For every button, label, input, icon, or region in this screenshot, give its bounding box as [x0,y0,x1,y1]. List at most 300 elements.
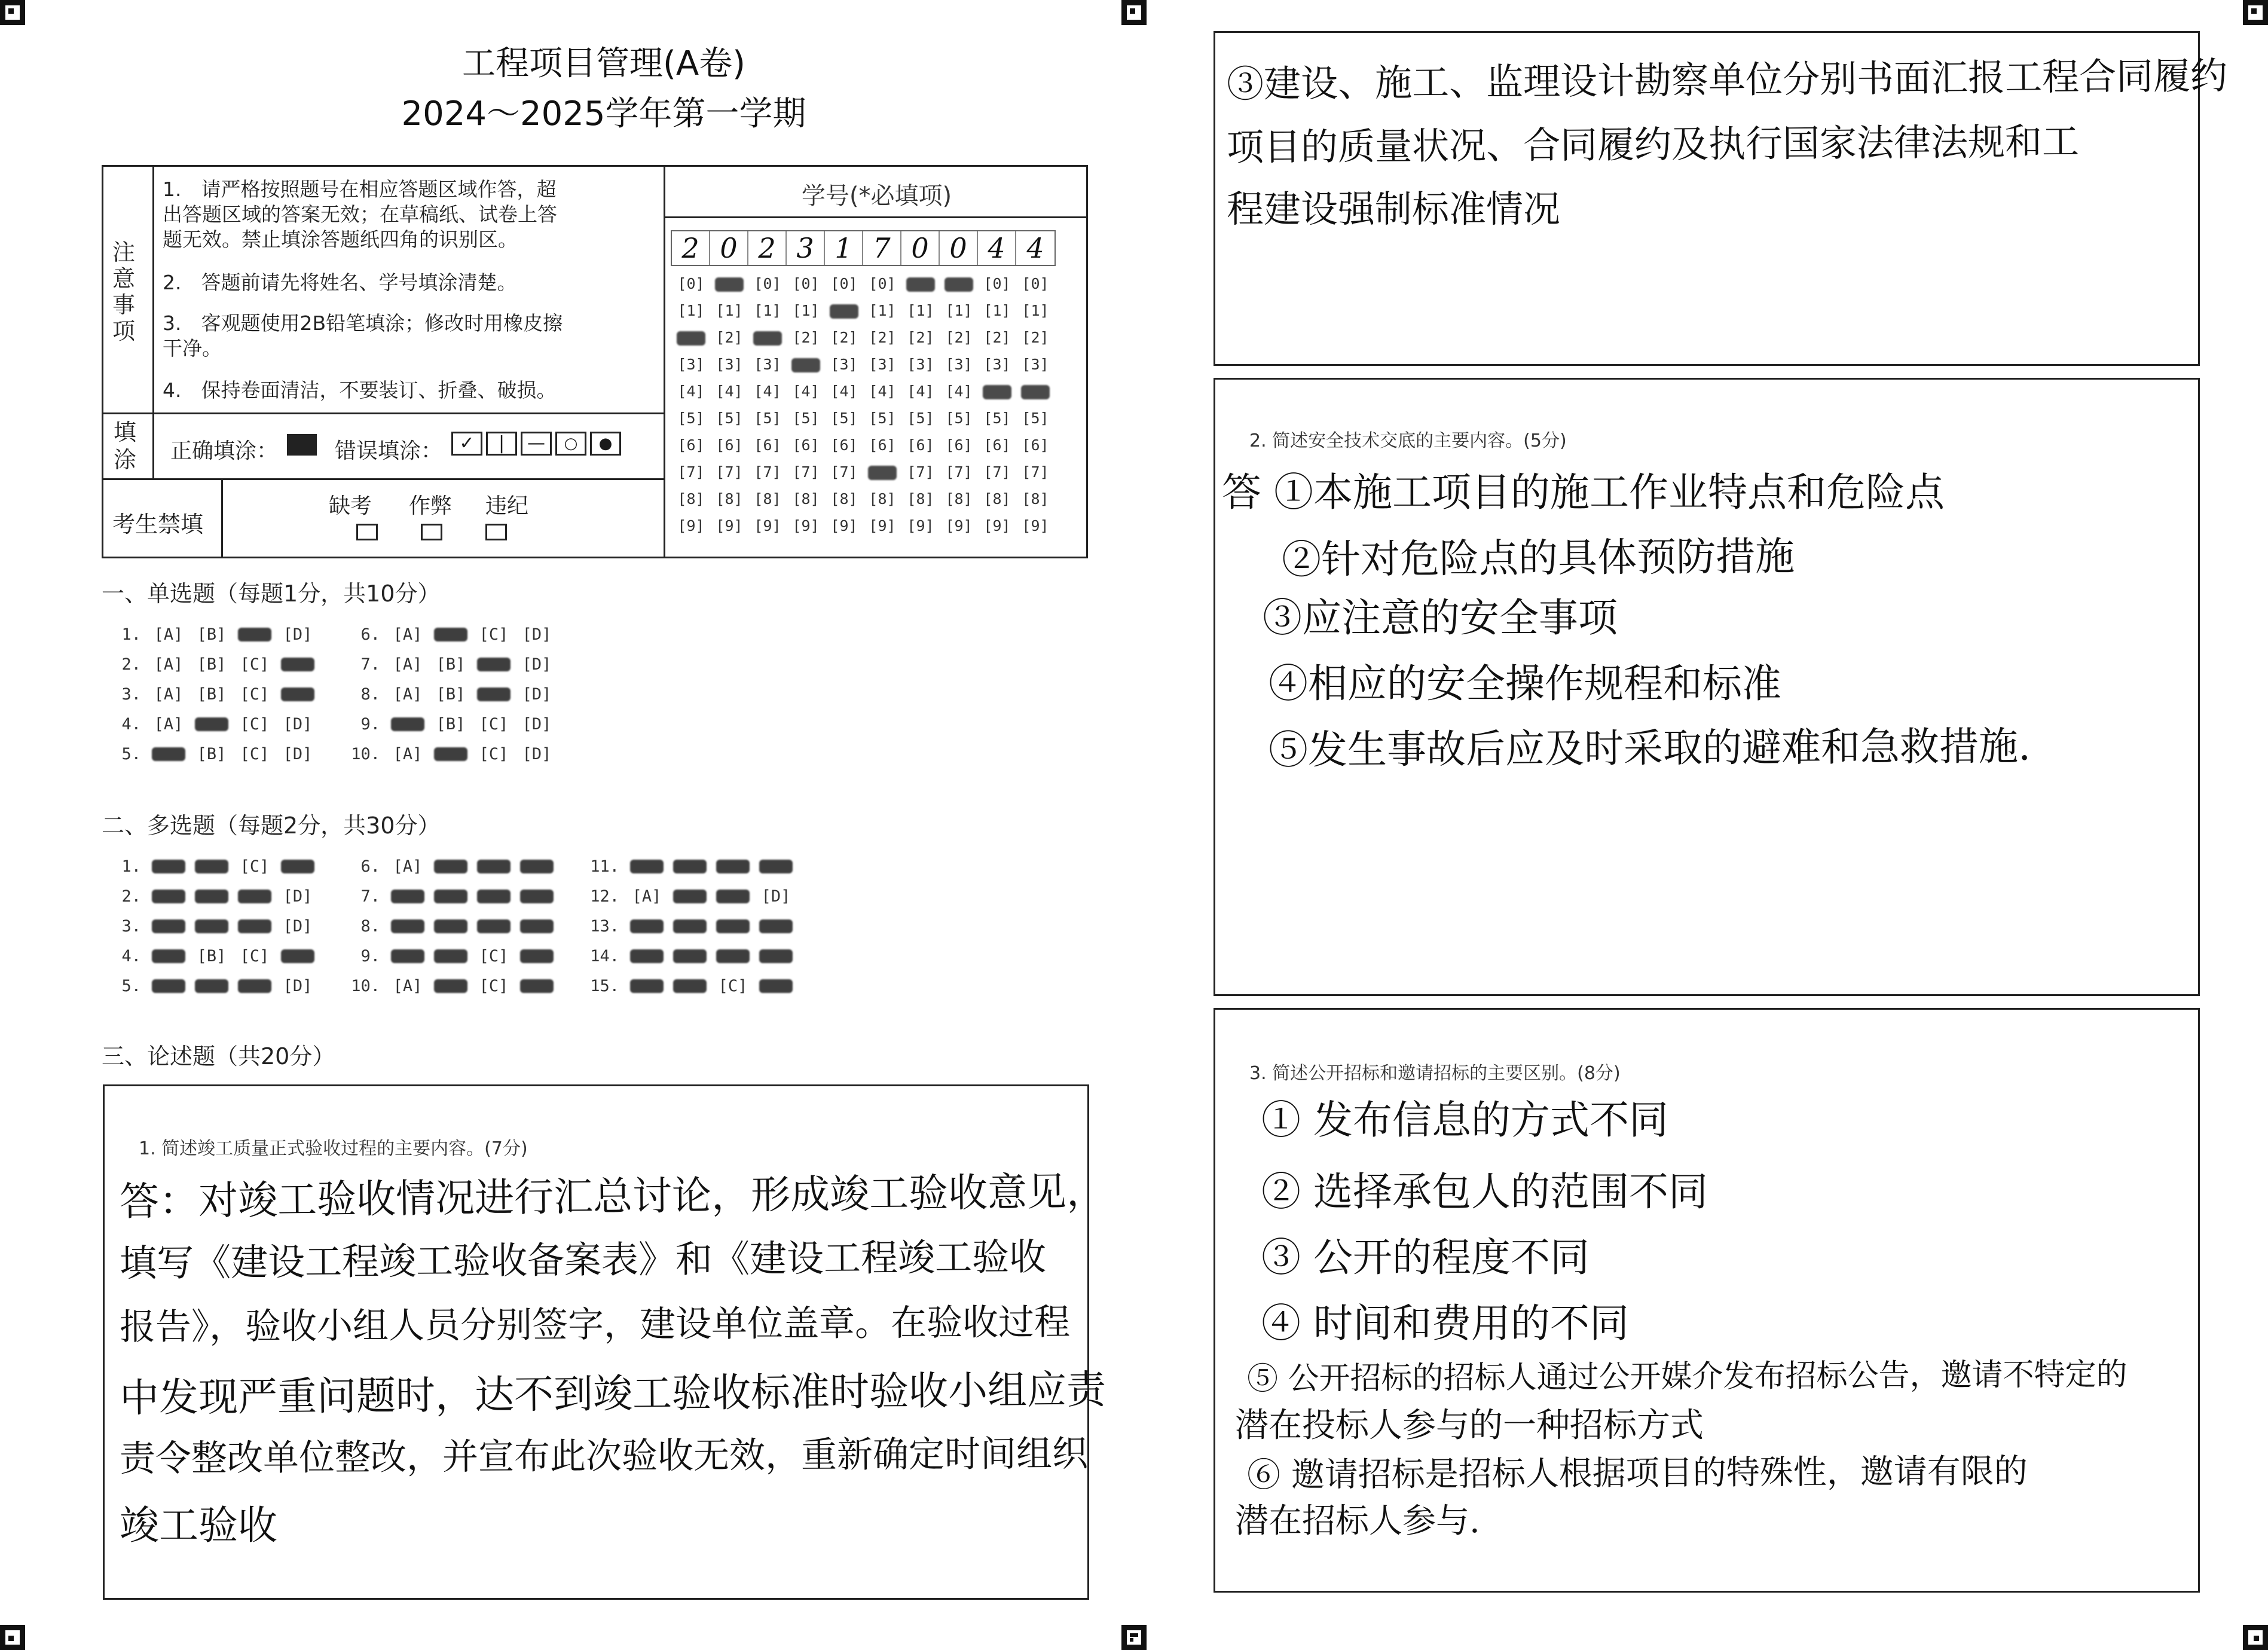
answer-question [108,977,319,995]
answer-question [347,977,558,995]
instruction-line: 3. 客观题使用2B铅笔填涂；修改时用橡皮擦 [163,311,563,335]
answer-option[interactable] [754,977,797,995]
answer-question [347,655,558,674]
answer-option[interactable] [276,685,319,704]
fill-guide-label: 填涂 [114,419,137,473]
question-number: 6. [360,857,380,876]
answer-option[interactable]: [D] [283,887,313,906]
id-bubble[interactable] [791,358,820,372]
id-bubble[interactable]: [5] [869,410,896,427]
id-bubble[interactable]: [1] [716,302,743,319]
id-bubble[interactable]: [5] [830,410,858,427]
answer-line: ③建设、施工、监理设计勘察单位分别书面汇报工程合同履约 [1226,53,2228,106]
id-bubble[interactable]: [4] [945,383,973,400]
id-bubble[interactable]: [1] [792,302,820,319]
id-bubble[interactable]: [3] [907,356,934,373]
answer-line: ②针对危险点的具体预防措施 [1281,533,1795,583]
divider [102,412,665,414]
answer-option[interactable]: [A] [154,655,184,674]
id-bubble[interactable]: [6] [792,436,820,454]
answer-option[interactable] [711,947,754,965]
answer-option[interactable]: [B] [197,625,227,644]
answer-option[interactable] [472,887,515,906]
answer-option[interactable]: [A] [632,887,662,906]
id-bubble[interactable]: [5] [1022,410,1049,427]
divider [664,165,665,558]
question-number: 2. [121,655,141,674]
student-id-digit[interactable]: 7 [863,231,901,265]
answer-option[interactable]: [B] [436,685,466,704]
wrong-mark-sample: ○ [555,432,586,456]
answer-option[interactable] [386,887,429,906]
id-bubble[interactable]: [7] [983,463,1011,481]
answer-option[interactable] [625,977,668,995]
id-bubble-row [672,383,1054,402]
id-bubble[interactable]: [1] [869,302,896,319]
answer-option[interactable] [711,917,754,936]
answer-option[interactable]: [D] [522,625,552,644]
id-bubble[interactable]: [0] [869,275,896,292]
answer-line: 项目的质量状况、合同履约及执行国家法律法规和工 [1226,120,2080,169]
answer-option[interactable]: [D] [522,715,552,734]
answer-option[interactable] [147,947,190,965]
answer-option[interactable]: [B] [197,655,227,674]
answer-option[interactable]: [C] [240,745,270,763]
id-bubble[interactable]: [4] [716,383,743,400]
absent-checkbox[interactable] [356,524,378,540]
answer-option[interactable] [386,947,429,965]
id-bubble[interactable]: [7] [716,463,743,481]
answer-question [347,917,558,936]
answer-option[interactable]: [C] [240,947,270,965]
answer-option[interactable]: [D] [522,655,552,674]
answer-option[interactable]: [D] [761,887,791,906]
answer-question [586,947,797,965]
id-bubble-row [672,302,1054,321]
answer-question [347,947,558,965]
id-bubble[interactable]: [3] [983,356,1011,373]
question-number: 4. [121,947,141,965]
id-bubble[interactable]: [8] [1022,490,1049,508]
id-bubble[interactable]: [9] [716,517,743,534]
student-id-digit[interactable]: 2 [672,231,710,265]
id-bubble[interactable] [753,331,782,346]
id-bubble[interactable]: [0] [983,275,1011,292]
answer-option[interactable] [276,857,319,876]
id-bubble[interactable]: [3] [1022,356,1049,373]
answer-option[interactable] [190,917,233,936]
answer-option[interactable] [276,655,319,674]
question-number: 6. [360,625,380,644]
answer-option[interactable] [429,947,472,965]
id-bubble[interactable]: [9] [1022,517,1049,534]
question-number: 10. [351,745,380,763]
id-bubble[interactable]: [5] [983,410,1011,427]
id-bubble[interactable]: [9] [830,517,858,534]
answer-option[interactable]: [C] [240,857,270,876]
answer-option[interactable] [429,887,472,906]
answer-line: 答 ①本施工项目的施工作业特点和危险点 [1222,469,1945,515]
answer-line: ⑤ 公开招标的招标人通过公开媒介发布招标公告，邀请不特定的 [1246,1356,2128,1397]
id-bubble[interactable]: [8] [716,490,743,508]
student-id-digit[interactable]: 1 [825,231,863,265]
answer-option[interactable]: [D] [283,917,313,936]
id-bubble[interactable]: [8] [792,490,820,508]
answer-option[interactable] [147,917,190,936]
answer-option[interactable]: [C] [479,715,509,734]
answer-option[interactable] [711,857,754,876]
answer-option[interactable] [668,857,711,876]
id-bubble[interactable]: [4] [830,383,858,400]
answer-option[interactable]: [D] [283,625,313,644]
id-bubble[interactable]: [2] [1022,329,1049,346]
wrong-mark-sample: ✓ [451,432,482,456]
question-number: 5. [121,977,141,995]
instruction-line: 干净。 [163,337,222,360]
answer-option[interactable] [429,917,472,936]
answer-question [586,887,797,906]
answer-option[interactable] [472,655,515,674]
id-bubble[interactable]: [0] [754,275,781,292]
student-id-digits [671,230,1056,266]
answer-option[interactable] [429,625,472,644]
answer-option[interactable] [668,977,711,995]
id-bubble-row [672,410,1054,427]
id-bubble[interactable] [715,277,744,292]
answer-option[interactable] [190,887,233,906]
answer-option[interactable] [429,857,472,876]
id-bubble[interactable]: [2] [983,329,1011,346]
instruction-line: 出答题区域的答案无效；在草稿纸、试卷上答 [163,203,557,226]
id-bubble[interactable]: [3] [945,356,973,373]
answer-option[interactable]: [B] [436,655,466,674]
id-bubble-row [672,329,1054,348]
answer-option[interactable] [515,947,558,965]
id-bubble[interactable]: [6] [677,436,705,454]
id-bubble[interactable]: [6] [869,436,896,454]
answer-option[interactable] [147,977,190,995]
answer-option[interactable] [233,917,276,936]
answer-option[interactable]: [C] [240,715,270,734]
answer-option[interactable]: [A] [154,685,184,704]
id-bubble[interactable]: [0] [830,275,858,292]
answer-option[interactable] [472,857,515,876]
id-bubble[interactable]: [9] [907,517,934,534]
id-bubble[interactable]: [8] [830,490,858,508]
answer-option[interactable]: [D] [283,745,313,763]
answer-option[interactable]: [C] [479,947,509,965]
id-bubble[interactable]: [0] [792,275,820,292]
id-bubble[interactable]: [2] [869,329,896,346]
answer-option[interactable]: [A] [393,625,423,644]
id-bubble[interactable] [983,385,1011,399]
answer-option[interactable]: [C] [479,977,509,995]
answer-option[interactable]: [A] [154,715,184,734]
answer-option[interactable]: [C] [479,625,509,644]
id-bubble[interactable] [1021,385,1050,399]
id-bubble-row [672,356,1054,375]
answer-option[interactable] [233,887,276,906]
id-bubble[interactable]: [3] [830,356,858,373]
answer-option[interactable]: [D] [283,977,313,995]
divider [664,216,1088,218]
answer-question [108,655,319,674]
id-bubble[interactable]: [8] [677,490,705,508]
id-bubble[interactable]: [9] [792,517,820,534]
id-bubble[interactable]: [4] [792,383,820,400]
question-number: 7. [360,887,380,906]
id-bubble[interactable]: [9] [677,517,705,534]
answer-line: ⑥ 邀请招标是招标人根据项目的特殊性，邀请有限的 [1246,1452,2028,1495]
answer-option[interactable]: [D] [283,715,313,734]
id-bubble[interactable]: [9] [869,517,896,534]
student-id-bubble-grid [672,275,1054,544]
id-bubble[interactable]: [8] [983,490,1011,508]
answer-question [108,715,319,734]
id-bubble[interactable]: [2] [907,329,934,346]
id-bubble[interactable]: [3] [754,356,781,373]
answer-option[interactable] [386,715,429,734]
absent-label: 缺考 [329,494,372,518]
id-bubble-row [672,490,1054,508]
id-bubble[interactable]: [0] [1022,275,1049,292]
answer-option[interactable] [515,917,558,936]
id-bubble-row [672,436,1054,454]
id-bubble-row [672,517,1054,534]
id-bubble[interactable]: [1] [754,302,781,319]
answer-line: 潜在招标人参与. [1235,1502,1480,1541]
wrong-mark-sample: — [521,432,552,456]
section-title-essay: 三、论述题（共20分） [102,1043,335,1070]
answer-option[interactable]: [C] [240,655,270,674]
answer-option[interactable] [668,887,711,906]
id-bubble[interactable]: [8] [907,490,934,508]
answer-option[interactable] [190,977,233,995]
violation-checkbox[interactable] [485,524,507,540]
divider [221,478,223,558]
answer-line: ④ 时间和费用的不同 [1261,1300,1629,1346]
id-bubble[interactable] [906,277,935,292]
id-bubble[interactable]: [7] [907,463,934,481]
answer-question [347,685,558,704]
answer-option[interactable]: [B] [197,947,227,965]
answer-option[interactable] [429,745,472,763]
answer-option[interactable]: [A] [154,625,184,644]
answer-option[interactable]: [A] [393,857,423,876]
id-bubble[interactable] [830,304,858,319]
id-bubble-row [672,463,1054,482]
answer-option[interactable] [625,947,668,965]
id-bubble[interactable]: [7] [945,463,973,481]
answer-option[interactable] [754,917,797,936]
corner-marker-bottom-right [2243,1625,2268,1650]
id-bubble[interactable]: [7] [754,463,781,481]
question-number: 7. [360,655,380,674]
wrong-mark-sample: ● [590,432,621,456]
id-bubble[interactable]: [5] [716,410,743,427]
id-bubble[interactable]: [6] [945,436,973,454]
wrong-fill-label: 错误填涂： [335,439,443,463]
student-id-digit[interactable]: 2 [748,231,787,265]
essay-q2-prompt: 2. 简述安全技术交底的主要内容。(5分) [1249,430,1567,451]
answer-option[interactable]: [A] [393,655,423,674]
instruction-line: 1. 请严格按照题号在相应答题区域作答，超 [163,178,557,201]
id-bubble[interactable]: [9] [945,517,973,534]
id-bubble[interactable]: [9] [983,517,1011,534]
answer-option[interactable] [147,857,190,876]
id-bubble[interactable]: [1] [677,302,705,319]
question-number: 9. [360,947,380,965]
id-bubble[interactable]: [1] [1022,302,1049,319]
id-bubble[interactable]: [6] [983,436,1011,454]
question-number: 2. [121,887,141,906]
id-bubble[interactable]: [6] [754,436,781,454]
answer-option[interactable]: [A] [393,685,423,704]
answer-option[interactable] [276,947,319,965]
divider [102,478,665,480]
answer-option[interactable] [472,685,515,704]
answer-option[interactable] [147,887,190,906]
id-bubble[interactable]: [5] [792,410,820,427]
id-bubble[interactable]: [6] [907,436,934,454]
id-bubble[interactable]: [3] [677,356,705,373]
id-bubble[interactable]: [5] [907,410,934,427]
answer-option[interactable]: [D] [522,745,552,763]
id-bubble[interactable]: [2] [830,329,858,346]
answer-line: ① 发布信息的方式不同 [1261,1097,1668,1143]
answer-option[interactable]: [A] [393,977,423,995]
question-number: 4. [121,715,141,734]
answer-option[interactable] [625,857,668,876]
id-bubble[interactable]: [6] [830,436,858,454]
answer-option[interactable]: [B] [197,745,227,763]
cheating-checkbox[interactable] [421,524,442,540]
id-bubble[interactable]: [8] [754,490,781,508]
answer-question [108,745,319,763]
question-number: 14. [590,947,619,965]
id-bubble[interactable]: [4] [754,383,781,400]
answer-question [347,625,558,644]
answer-option[interactable] [668,947,711,965]
answer-option[interactable]: [A] [393,745,423,763]
answer-option[interactable] [472,917,515,936]
student-id-digit[interactable]: 0 [710,231,748,265]
id-bubble[interactable]: [8] [945,490,973,508]
id-bubble[interactable]: [6] [716,436,743,454]
id-bubble[interactable]: [5] [945,410,973,427]
answer-option[interactable] [515,887,558,906]
id-bubble[interactable]: [2] [945,329,973,346]
answer-option[interactable] [711,887,754,906]
answer-line: 竣工验收 [120,1502,277,1548]
answer-option[interactable]: [C] [479,745,509,763]
answer-option[interactable] [147,745,190,763]
id-bubble[interactable] [868,466,897,480]
id-bubble[interactable]: [2] [792,329,820,346]
id-bubble[interactable]: [1] [983,302,1011,319]
corner-marker-bottom-left [0,1625,25,1650]
id-bubble[interactable]: [7] [677,463,705,481]
divider [152,165,154,412]
answer-line: ⑤发生事故后应及时采取的避难和急救措施. [1268,723,2031,774]
id-bubble[interactable] [677,331,705,346]
id-bubble[interactable]: [8] [869,490,896,508]
answer-option[interactable] [754,857,797,876]
student-id-digit[interactable]: 0 [940,231,978,265]
instruction-line: 题无效。禁止填涂答题纸四角的识别区。 [163,228,518,251]
id-bubble[interactable] [945,277,973,292]
id-bubble-row [672,275,1054,294]
answer-option[interactable] [515,977,558,995]
answer-option[interactable] [233,977,276,995]
answer-option[interactable] [190,715,233,734]
id-bubble[interactable]: [7] [792,463,820,481]
answer-option[interactable]: [C] [718,977,748,995]
student-id-digit[interactable]: 4 [978,231,1016,265]
id-bubble[interactable]: [4] [869,383,896,400]
id-bubble[interactable]: [7] [1022,463,1049,481]
answer-option[interactable] [386,917,429,936]
essay-q3-prompt: 3. 简述公开招标和邀请招标的主要区别。(8分) [1249,1063,1621,1084]
question-number: 12. [590,887,619,906]
answer-option[interactable] [429,977,472,995]
id-bubble[interactable]: [5] [754,410,781,427]
answer-option[interactable]: [B] [197,685,227,704]
answer-option[interactable]: [C] [240,685,270,704]
answer-option[interactable] [625,917,668,936]
student-id-digit[interactable]: 4 [1026,232,1044,264]
answer-option[interactable]: [D] [522,685,552,704]
answer-question [108,857,319,876]
question-number: 9. [360,715,380,734]
corner-marker-top-right [2243,0,2268,25]
answer-option[interactable] [515,857,558,876]
id-bubble[interactable]: [5] [677,410,705,427]
exam-term: 2024～2025学年第一学期 [401,94,806,133]
id-bubble[interactable]: [0] [677,275,705,292]
student-id-digit[interactable]: 3 [787,231,825,265]
answer-option[interactable]: [B] [436,715,466,734]
id-bubble[interactable]: [6] [1022,436,1049,454]
id-bubble[interactable]: [4] [907,383,934,400]
answer-option[interactable] [754,947,797,965]
id-bubble[interactable]: [3] [869,356,896,373]
id-bubble[interactable]: [1] [907,302,934,319]
id-bubble[interactable]: [7] [830,463,858,481]
answer-question [347,857,558,876]
answer-question [108,917,319,936]
correct-fill-sample [287,434,317,456]
answer-line: 答：对竣工验收情况进行汇总讨论，形成竣工验收意见， [119,1168,1107,1225]
answer-line: 程建设强制标准情况 [1227,187,1561,231]
id-bubble[interactable]: [1] [945,302,973,319]
id-bubble[interactable]: [4] [677,383,705,400]
answer-line: 潜在投标人参与的一种招标方式 [1235,1406,1704,1445]
answer-option[interactable] [190,857,233,876]
id-bubble[interactable]: [9] [754,517,781,534]
answer-line: 中发现严重问题时，达不到竣工验收标准时验收小组应责 [119,1366,1107,1422]
answer-question [108,625,319,644]
answer-option[interactable] [668,917,711,936]
wrong-fill-samples [451,432,621,456]
question-number: 11. [590,857,619,876]
student-id-digit[interactable]: 0 [901,231,940,265]
answer-option[interactable] [233,625,276,644]
id-bubble[interactable]: [3] [716,356,743,373]
answer-line: ③应注意的安全事项 [1263,595,1618,641]
answer-question [586,857,797,876]
id-bubble[interactable]: [2] [716,329,743,346]
